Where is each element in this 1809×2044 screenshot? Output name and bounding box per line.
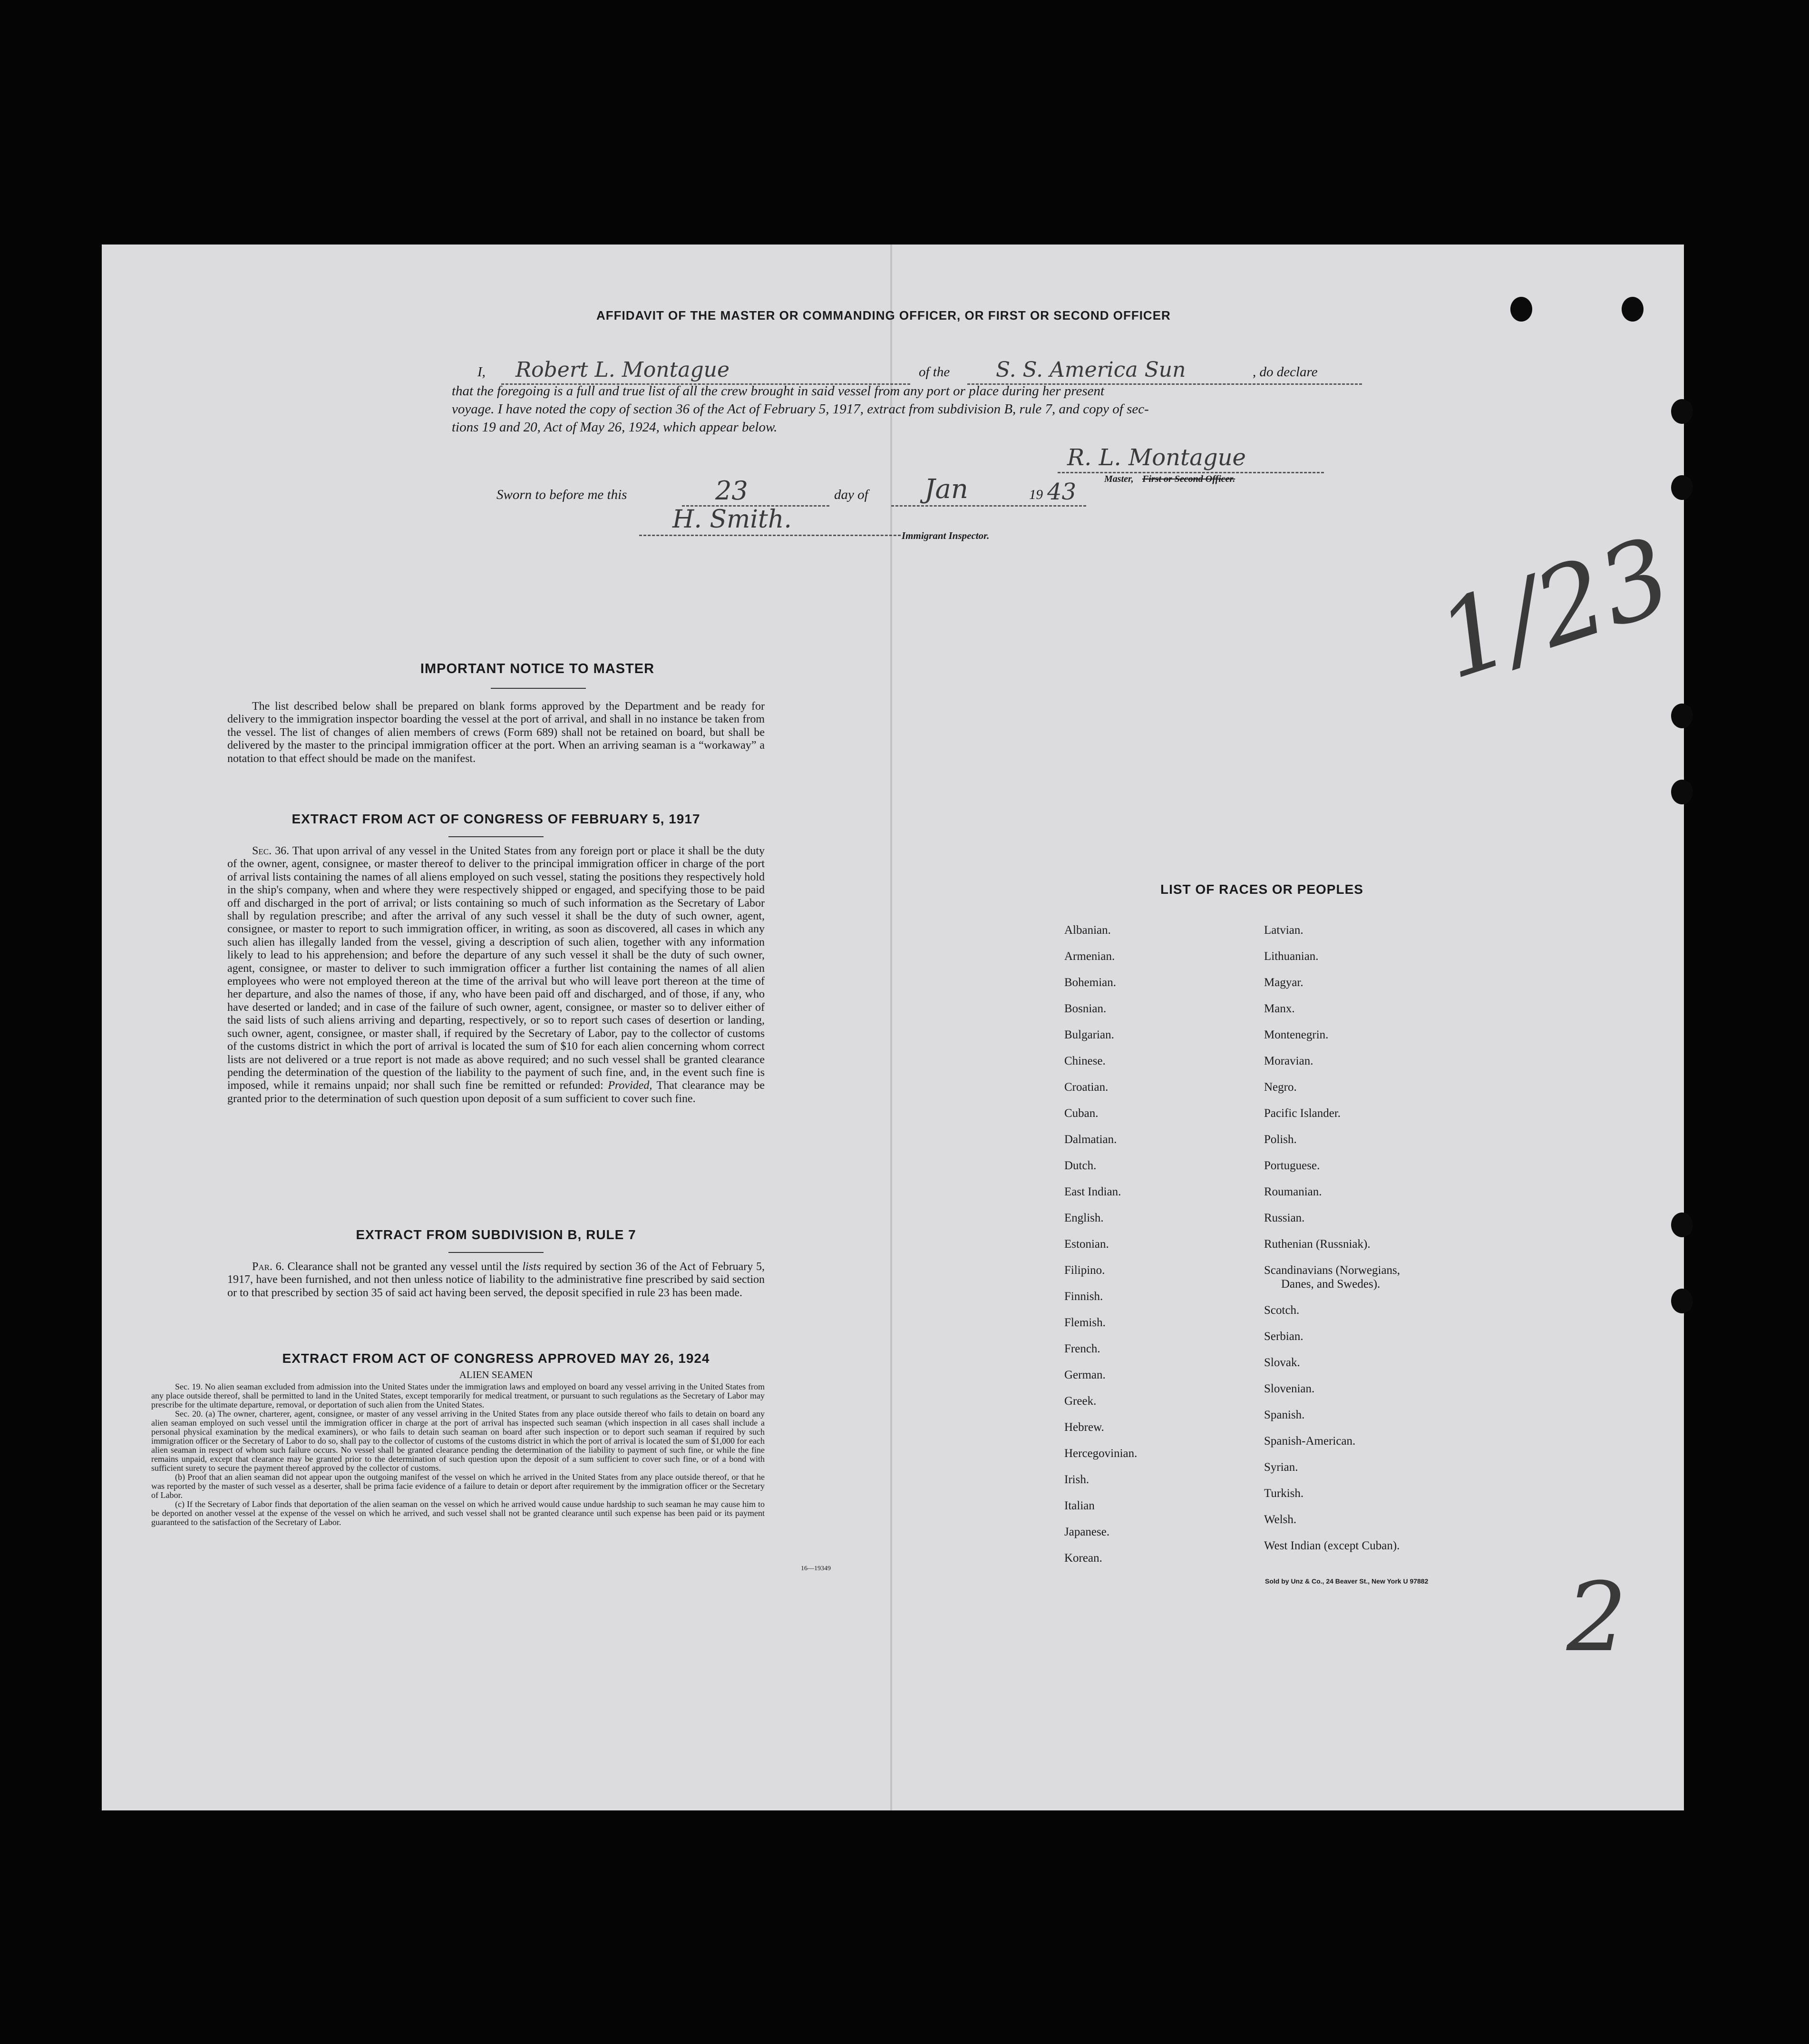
punch-hole (1671, 1213, 1693, 1237)
extract-rule7-text-a: Clearance shall not be granted any vessel until the (287, 1261, 519, 1273)
punch-hole (1510, 297, 1532, 322)
extract-1917-provided-label: Provided, (608, 1079, 652, 1092)
sworn-day-handwritten: 23 (715, 476, 748, 506)
inspector-signature-handwritten: H. Smith. (672, 505, 792, 534)
race-item: Spanish. (1264, 1408, 1305, 1421)
extract-1917-body (227, 845, 765, 1105)
race-item: Albanian. (1064, 924, 1111, 937)
extract-1924-sec20b: (b) Proof that an alien seaman did not appear upon the outgoing manifest of the vessel on which he arrived in the United States from any place outside thereof, or that he was reported by the master of such vessel as a deserter, shall be prima facie evidence of a failure to detain or deport after requirement by the immigration officer or the Secretary of Labor. (151, 1472, 765, 1500)
vessel-name-handwritten: S. S. America Sun (996, 358, 1186, 382)
race-item: Dalmatian. (1064, 1133, 1117, 1146)
master-name-handwritten: Robert L. Montague (515, 358, 730, 382)
race-item: Bosnian. (1064, 1002, 1107, 1015)
affidavit-do-declare: , do declare (1253, 364, 1318, 380)
extract-1924-sec19: Sec. 19. No alien seaman excluded from admission into the United States under the immigration laws and employed on board any vessel arriving in the United States from any place outside thereof, shall be permitted to land in the United States, except temporarily for medical treatment, or pursuant to such regulations as the Secretary of Labor may prescribe for the ultimate departure, removal, or deportation of such alien from the United States. (151, 1382, 765, 1409)
extract-1917-text: That upon arrival of any vessel in the United States from any foreign port or place it shall be the duty of the owner, agent, consignee, or master thereof to deliver to the principal immigration officer in charge of the port of arrival lists containing the names of all aliens employed on such vessel, stating the positions they respectively hold in the ship's company, when and where they were respectively shipped or engaged, and specifying those to be paid off and discharged in the port of arrival; or lists containing so much of such information as the Secretary of Labor shall by regulation prescribe; and after the arrival of any such vessel it shall be the duty of such owner, agent, consignee, or master to report to such immigration officer, in writing, as soon as discovered, all cases in which any such alien has illegally landed from the vessel, giving a description of such alien, together with any information likely to lead to his apprehension; and before the departure of any such vessel it shall be the duty of such owner, agent, consignee, or master to deliver to such immigration officer a further list containing the names of all alien employees who were not employed thereon at the time of the arrival but who will leave port thereon at the time of her departure, and also the names of those, if any, who have been paid off and discharged, and of those, if any, who have deserted or landed; and in case of the failure of such owner, agent, consignee, or master so to deliver either of the said lists of such aliens arriving and departing, respectively, or so to report such cases of desertion or landing, such owner, agent, consignee, or master shall, if required by the Secretary of Labor, pay to the collector of customs of the customs district in which the port of arrival is located the sum of $10 for each alien concerning whom correct lists are not delivered or a true report is not made as above required; and no such vessel shall be granted clearance pending the determination of the question of the liability to the payment of such fine, and, in the event such fine is imposed, while it remains unpaid; nor shall such fine be remitted or refunded: (227, 845, 765, 1092)
punch-hole (1622, 297, 1644, 322)
race-item: Portuguese. (1264, 1159, 1320, 1172)
notice-text: The list described below shall be prepared on blank forms approved by the Department and be ready for delivery to the immigration inspector boarding the vessel at the port of arrival, and shall in no instance be taken from the vessel. The list of changes of alien members of crews (Form 689) shall not be retained on board, but shall be delivered by the master to the principal immigration officer at the port. When an arriving seaman is a “workaway” a notation to that effect should be made on the manifest. (227, 700, 765, 765)
inspector-caption: Immigrant Inspector. (902, 530, 990, 541)
extract-rule7-par-label: Par. 6. (252, 1261, 284, 1273)
race-item: Filipino. (1064, 1264, 1105, 1277)
affidavit-line-4: tions 19 and 20, Act of May 26, 1924, which appear below. (452, 420, 778, 435)
race-item: Slovak. (1264, 1356, 1300, 1369)
extract-rule7-heading: EXTRACT FROM SUBDIVISION B, RULE 7 (356, 1227, 636, 1242)
extract-rule7-text-b: required by section 36 of the Act of February 5, 1917, have been furnished, and not then unless notice of liability to the administrative fine prescribed by said section or to that prescribed by section 35 of said act having been served, the deposit specified in rule 23 has been made. (227, 1261, 765, 1299)
handwritten-date-mark: 1/23 (1424, 514, 1685, 703)
fold-line (890, 244, 892, 1810)
race-item: German. (1064, 1369, 1106, 1381)
sworn-month-handwritten: Jan (924, 474, 968, 505)
race-item: Finnish. (1064, 1290, 1103, 1303)
extract-1924-body (151, 1382, 765, 1527)
punch-hole (1671, 475, 1693, 500)
race-item: Turkish. (1264, 1487, 1304, 1500)
affidavit-i-label: I, (477, 364, 486, 380)
extract-1917-sec-label: Sec. 36. (252, 845, 290, 857)
race-item: Magyar. (1264, 976, 1303, 989)
extract-1924-sec20a: Sec. 20. (a) The owner, charterer, agent, consignee, or master of any vessel arriving in the United States from any place outside thereof who fails to detain on board any alien seaman employed on such vessel until the immigration officer in charge at the port of arrival has inspected such seaman (which inspection in all cases shall include a personal physical examination by the medical examiners), or who fails to detain such seaman on board after such inspection or to deport such seaman if required by such immigration officer or the Secretary of Labor to do so, shall pay to the collector of customs of the customs district in which the port of arrival is located the sum of $1,000 for each alien seaman in respect of whom such failure occurs. No vessel shall be granted clearance pending the determination of the liability to payment of such fine, or while the fine remains unpaid, except that clearance may be granted prior to the determination of such question upon the deposit of a sum sufficient to cover such fine, or of a bond with sufficient surety to secure the payment thereof approved by the collector of customs. (151, 1409, 765, 1473)
race-item: Japanese. (1064, 1526, 1110, 1538)
race-item: Scandinavians (Norwegians, (1264, 1264, 1401, 1277)
race-item: French. (1064, 1342, 1100, 1355)
handwritten-corner-mark: 2 (1566, 1562, 1627, 1673)
race-item: West Indian (except Cuban). (1264, 1539, 1400, 1552)
race-item: Armenian. (1064, 950, 1115, 963)
race-item: Ruthenian (Russniak). (1264, 1238, 1371, 1251)
race-item: Dutch. (1064, 1159, 1097, 1172)
extract-1924-sec20c: (c) If the Secretary of Labor finds that deportation of the alien seaman on the vessel on which he arrived would cause undue hardship to such seaman he may cause him to be deported on another vessel at the expense of the vessel on which he arrived, and such vessel shall not be granted clearance until such expense has been paid or its payment guaranteed to the satisfaction of the Secretary of Labor. (151, 1499, 765, 1527)
race-item: Polish. (1264, 1133, 1297, 1146)
race-item: Flemish. (1064, 1316, 1106, 1329)
race-item: Syrian. (1264, 1461, 1298, 1474)
sworn-year-handwritten: 43 (1047, 479, 1077, 505)
printer-imprint: Sold by Unz & Co., 24 Beaver St., New York U 97882 (1265, 1577, 1429, 1585)
race-item: Irish. (1064, 1473, 1089, 1486)
race-item: Estonian. (1064, 1238, 1109, 1251)
race-item: Hercegovinian. (1064, 1447, 1138, 1460)
race-item: Chinese. (1064, 1055, 1106, 1067)
race-item: Serbian. (1264, 1330, 1303, 1343)
punch-hole (1671, 780, 1693, 804)
race-item: Spanish-American. (1264, 1435, 1356, 1447)
extract-1917-heading: EXTRACT FROM ACT OF CONGRESS OF FEBRUARY 5, 1917 (292, 812, 700, 826)
notice-heading: IMPORTANT NOTICE TO MASTER (420, 661, 655, 676)
race-item: Pacific Islander. (1264, 1107, 1341, 1120)
race-item: Russian. (1264, 1212, 1305, 1224)
struck-officer-caption: First or Second Officer. (1142, 474, 1235, 484)
race-item: Welsh. (1264, 1513, 1297, 1526)
document-sheet (102, 244, 1684, 1810)
form-number: 16—19349 (801, 1565, 831, 1572)
affidavit-of-the: of the (919, 364, 950, 380)
race-item: Negro. (1264, 1081, 1297, 1094)
punch-hole (1671, 704, 1693, 728)
races-heading: LIST OF RACES OR PEOPLES (1160, 882, 1363, 897)
race-item: Cuban. (1064, 1107, 1099, 1120)
extract-1917-provided-text: That clearance may be granted prior to the determination of such question upon deposit of a sum sufficient to cover such fine. (227, 1079, 765, 1105)
master-caption: Master, (1104, 474, 1134, 484)
punch-hole (1671, 399, 1693, 424)
race-item: Roumanian. (1264, 1185, 1322, 1198)
extract-1924-subheading: ALIEN SEAMEN (459, 1369, 533, 1380)
extract-rule7-body (227, 1261, 765, 1300)
affidavit-line-3: voyage. I have noted the copy of section 36 of the Act of February 5, 1917, extract from subdivision B, rule 7, and copy of sec- (452, 401, 1149, 417)
sworn-label: Sworn to before me this (496, 487, 627, 502)
race-item: Italian (1064, 1499, 1095, 1512)
race-item: Hebrew. (1064, 1421, 1104, 1434)
race-item: Bohemian. (1064, 976, 1117, 989)
race-item: Croatian. (1064, 1081, 1109, 1094)
master-signature-handwritten: R. L. Montague (1067, 444, 1246, 471)
race-item: Greek. (1064, 1395, 1097, 1408)
race-item: Danes, and Swedes). (1281, 1278, 1381, 1291)
race-item: East Indian. (1064, 1185, 1121, 1198)
affidavit-line-2: that the foregoing is a full and true list of all the crew brought in said vessel from any port or place during her present (452, 383, 1105, 399)
sworn-year-prefix: 19 (1029, 487, 1043, 502)
race-item: Korean. (1064, 1552, 1102, 1565)
race-item: Scotch. (1264, 1304, 1300, 1317)
affidavit-title: AFFIDAVIT OF THE MASTER OR COMMANDING OFFICER, OR FIRST OR SECOND OFFICER (596, 308, 1171, 323)
sworn-day-of: day of (834, 487, 868, 502)
race-item: Bulgarian. (1064, 1028, 1114, 1041)
race-item: Slovenian. (1264, 1382, 1315, 1395)
extract-1924-heading: EXTRACT FROM ACT OF CONGRESS APPROVED MAY 26, 1924 (282, 1351, 710, 1366)
punch-hole (1671, 1289, 1693, 1313)
race-item: Lithuanian. (1264, 950, 1319, 963)
race-item: Montenegrin. (1264, 1028, 1329, 1041)
extract-rule7-lists-word: lists (522, 1261, 541, 1273)
race-item: English. (1064, 1212, 1104, 1224)
race-item: Latvian. (1264, 924, 1303, 937)
race-item: Moravian. (1264, 1055, 1313, 1067)
race-item: Manx. (1264, 1002, 1295, 1015)
